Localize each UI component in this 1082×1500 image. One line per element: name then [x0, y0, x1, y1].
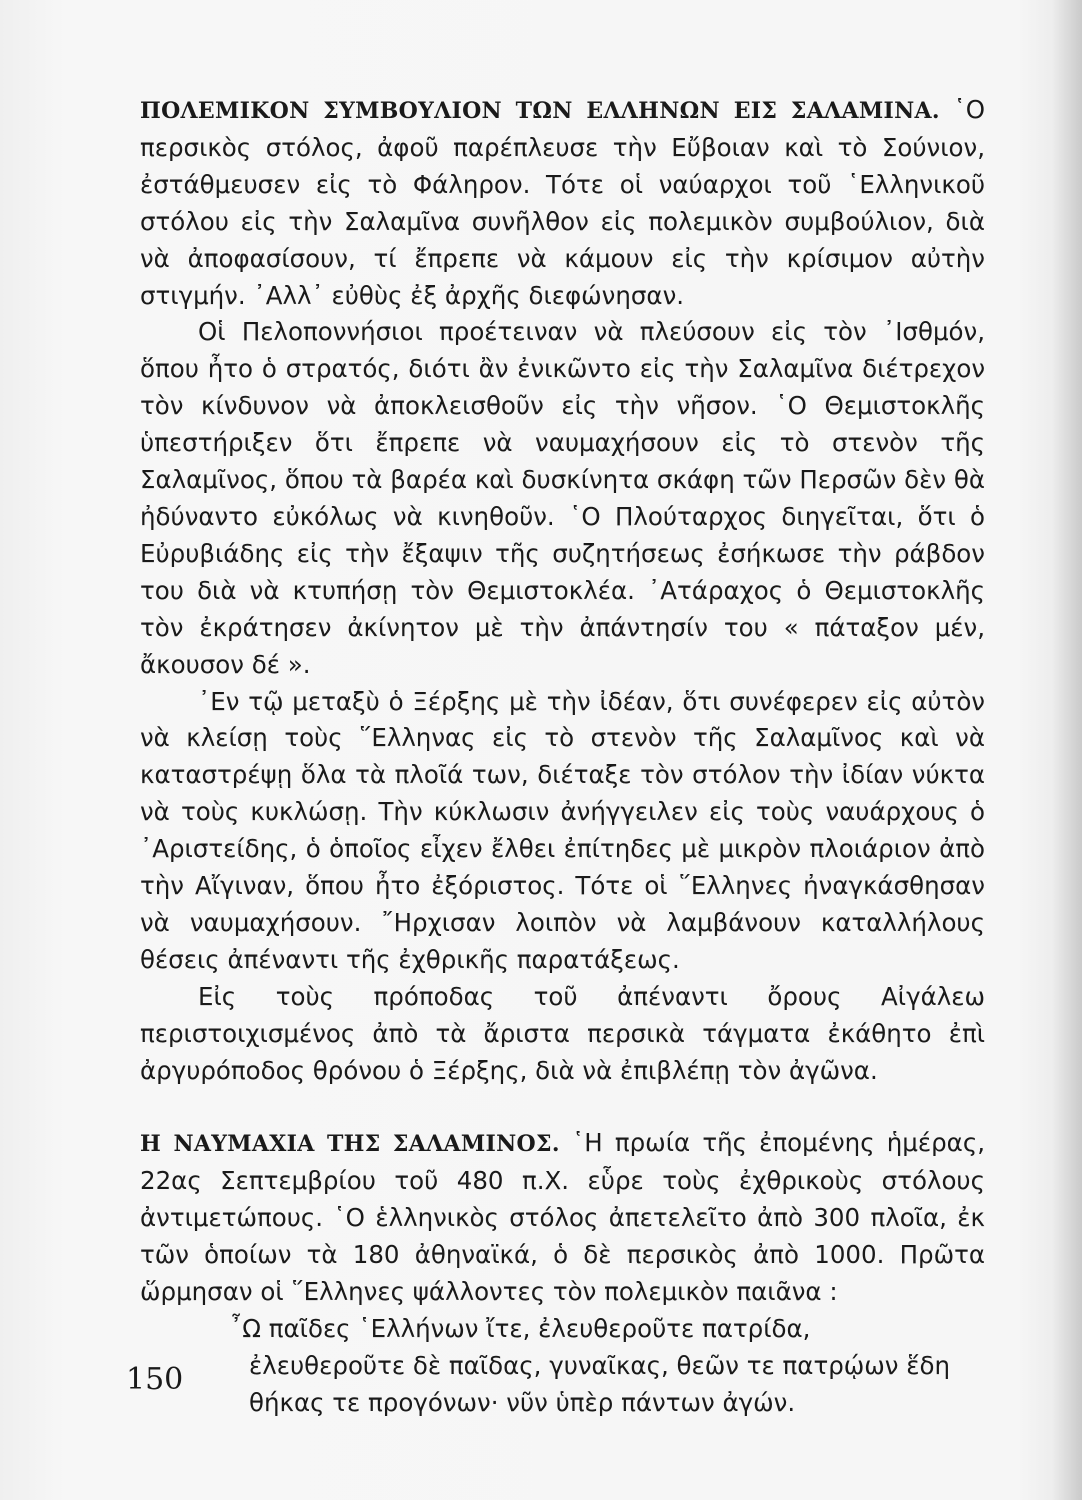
- section2-heading: Η ΝΑΥΜΑΧΙΑ ΤΗΣ ΣΑΛΑΜΙΝΟΣ.: [140, 1131, 560, 1158]
- section2-paragraph-1: [140, 1125, 985, 1311]
- section2-paragraph-1-text: ῾Η πρωία τῆς ἐπομένης ἡμέρας, 22ας Σεπτεμβρίου τοῦ 480 π.Χ. εὗρε τοὺς ἐχθρικοὺς στόλους ἀντιμετώπους. ῾Ο ἑλληνικὸς στόλος ἀπετελεῖτο ἀπὸ 300 πλοῖα, ἐκ τῶν ὁποίων τὰ 180 ἀθηναϊκά, ὁ δὲ περσικὸς ἀπὸ 1000. Πρῶτα ὥρμησαν οἱ ῞Ελληνες ψάλλοντες τὸν πολεμικὸν παιᾶνα :: [140, 1128, 985, 1307]
- verse-line: ἐλευθεροῦτε δὲ παῖδας, γυναῖκας, θεῶν τε πατρῴων ἕδη: [249, 1350, 951, 1380]
- section-spacer: [140, 1089, 985, 1125]
- section1-paragraph-1: [140, 92, 985, 314]
- page-number: 150: [126, 1362, 184, 1397]
- verse-block: [140, 1311, 985, 1422]
- spine-shadow: [1052, 0, 1082, 1500]
- section1-paragraph-3: ᾿Εν τῷ μεταξὺ ὁ Ξέρξης μὲ τὴν ἰδέαν, ὅτι συνέφερεν εἰς αὐτὸν νὰ κλείσῃ τοὺς ῞Ελληνας εἰς τὸ στενὸν τῆς Σαλαμῖνος καὶ νὰ καταστρέψῃ ὅλα τὰ πλοῖά των, διέταξε τὸν στόλον τὴν ἰδίαν νύκτα νὰ τοὺς κυκλώσῃ. Τὴν κύκλωσιν ἀνήγγειλεν εἰς τοὺς ναυάρχους ὁ ᾿Αριστείδης, ὁ ὁποῖος εἶχεν ἔλθει ἐπίτηδες μὲ μικρὸν πλοιάριον ἀπὸ τὴν Αἴγιναν, ὅπου ἦτο ἐξόριστος. Τότε οἱ ῞Ελληνες ἠναγκάσθησαν νὰ ναυμαχήσουν. ῎Ηρχισαν λοιπὸν νὰ λαμβάνουν καταλλήλους θέσεις ἀπέναντι τῆς ἐχθρικῆς παρατάξεως.: [140, 686, 985, 974]
- section1-paragraph-1-text: ῾Ο περσικὸς στόλος, ἀφοῦ παρέπλευσε τὴν Εὔβοιαν καὶ τὸ Σούνιον, ἐστάθμευσεν εἰς τὸ Φάληρον. Τότε οἱ ναύαρχοι τοῦ ῾Ελληνικοῦ στόλου εἰς τὴν Σαλαμῖνα συνῆλθον εἰς πολεμικὸν συμβούλιον, διὰ νὰ ἀποφασίσουν, τί ἔπρεπε νὰ κάμουν εἰς τὴν κρίσιμον αὐτὴν στιγμήν. ᾿Αλλ᾿ εὐθὺς ἐξ ἀρχῆς διεφώνησαν.: [140, 95, 985, 310]
- section1-paragraph-4: Εἰς τοὺς πρόποδας τοῦ ἀπέναντι ὄρους Αἰγάλεω περιστοιχισμένος ἀπὸ τὰ ἄριστα περσικὰ τάγματα ἐκάθητο ἐπὶ ἀργυρόποδος θρόνου ὁ Ξέρξης, διὰ νὰ ἐπιβλέπῃ τὸν ἀγῶνα.: [140, 981, 985, 1085]
- section1-heading: ΠΟΛΕΜΙΚΟΝ ΣΥΜΒΟΥΛΙΟΝ ΤΩΝ ΕΛΛΗΝΩΝ ΕΙΣ ΣΑΛΑΜΙΝΑ.: [140, 98, 940, 124]
- section1-paragraph-2: Οἱ Πελοποννήσιοι προέτειναν νὰ πλεύσουν εἰς τὸν ᾿Ισθμόν, ὅπου ἦτο ὁ στρατός, διότι ἂν ἐνικῶντο εἰς τὴν Σαλαμῖνα διέτρεχον τὸν κίνδυνον νὰ ἀποκλεισθοῦν εἰς τὴν νῆσον. ῾Ο Θεμιστοκλῆς ὑπεστήριξεν ὅτι ἔπρεπε νὰ ναυμαχήσουν εἰς τὸ στενὸν τῆς Σαλαμῖνος, ὅπου τὰ βαρέα καὶ δυσκίνητα σκάφη τῶν Περσῶν δὲν θὰ ἠδύναντο εὐκόλως νὰ κινηθοῦν. ῾Ο Πλούταρχος διηγεῖται, ὅτι ὁ Εὐρυβιάδης εἰς τὴν ἔξαψιν τῆς συζητήσεως ἐσήκωσε τὴν ράβδον του διὰ νὰ κτυπήσῃ τὸν Θεμιστοκλέα. ᾿Ατάραχος ὁ Θεμιστοκλῆς τὸν ἐκράτησεν ἀκίνητον μὲ τὴν ἀπάντησίν του « πάταξον μέν, ἄκουσον δέ ».: [140, 317, 985, 679]
- verse-line: ῏Ω παῖδες ῾Ελλήνων ἴτε, ἐλευθεροῦτε πατρίδα,: [230, 1314, 811, 1343]
- verse-line: θήκας τε προγόνων· νῦν ὑπὲρ πάντων ἀγών.: [249, 1387, 796, 1417]
- page-text-block: [140, 92, 985, 1422]
